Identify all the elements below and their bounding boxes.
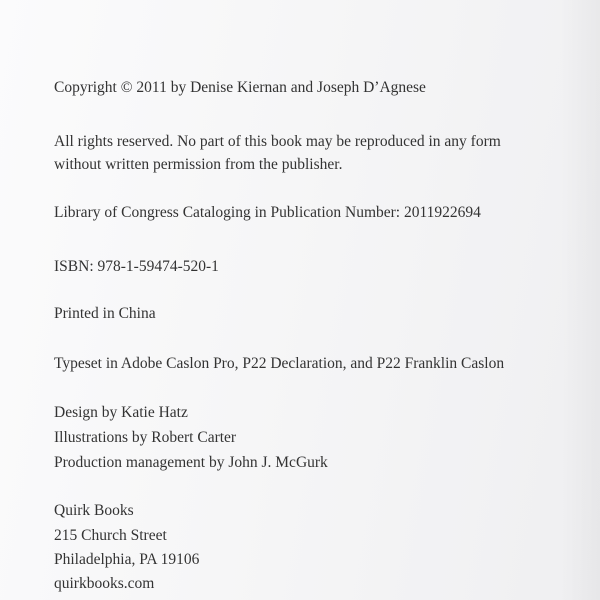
production-credit: Production management by John J. McGurk (54, 454, 328, 471)
publisher-website: quirkbooks.com (54, 575, 155, 592)
rights-line-1: All rights reserved. No part of this book may be reproduced in any form (54, 133, 501, 150)
publisher-name: Quirk Books (54, 502, 134, 519)
rights-line-2: without written permission from the publisher. (54, 156, 343, 173)
lccn-line: Library of Congress Cataloging in Publication Number: 2011922694 (54, 204, 481, 221)
publisher-street: 215 Church Street (54, 527, 167, 544)
illustrations-credit: Illustrations by Robert Carter (54, 429, 237, 446)
printed-line: Printed in China (54, 305, 156, 322)
copyright-line: Copyright © 2011 by Denise Kiernan and Joseph D’Agnese (54, 79, 426, 96)
publisher-city: Philadelphia, PA 19106 (54, 551, 200, 568)
typeset-line: Typeset in Adobe Caslon Pro, P22 Declaration, and P22 Franklin Caslon (54, 355, 505, 372)
design-credit: Design by Katie Hatz (54, 404, 188, 421)
isbn-line: ISBN: 978-1-59474-520-1 (54, 258, 219, 275)
page-edge-shadow (560, 0, 600, 600)
